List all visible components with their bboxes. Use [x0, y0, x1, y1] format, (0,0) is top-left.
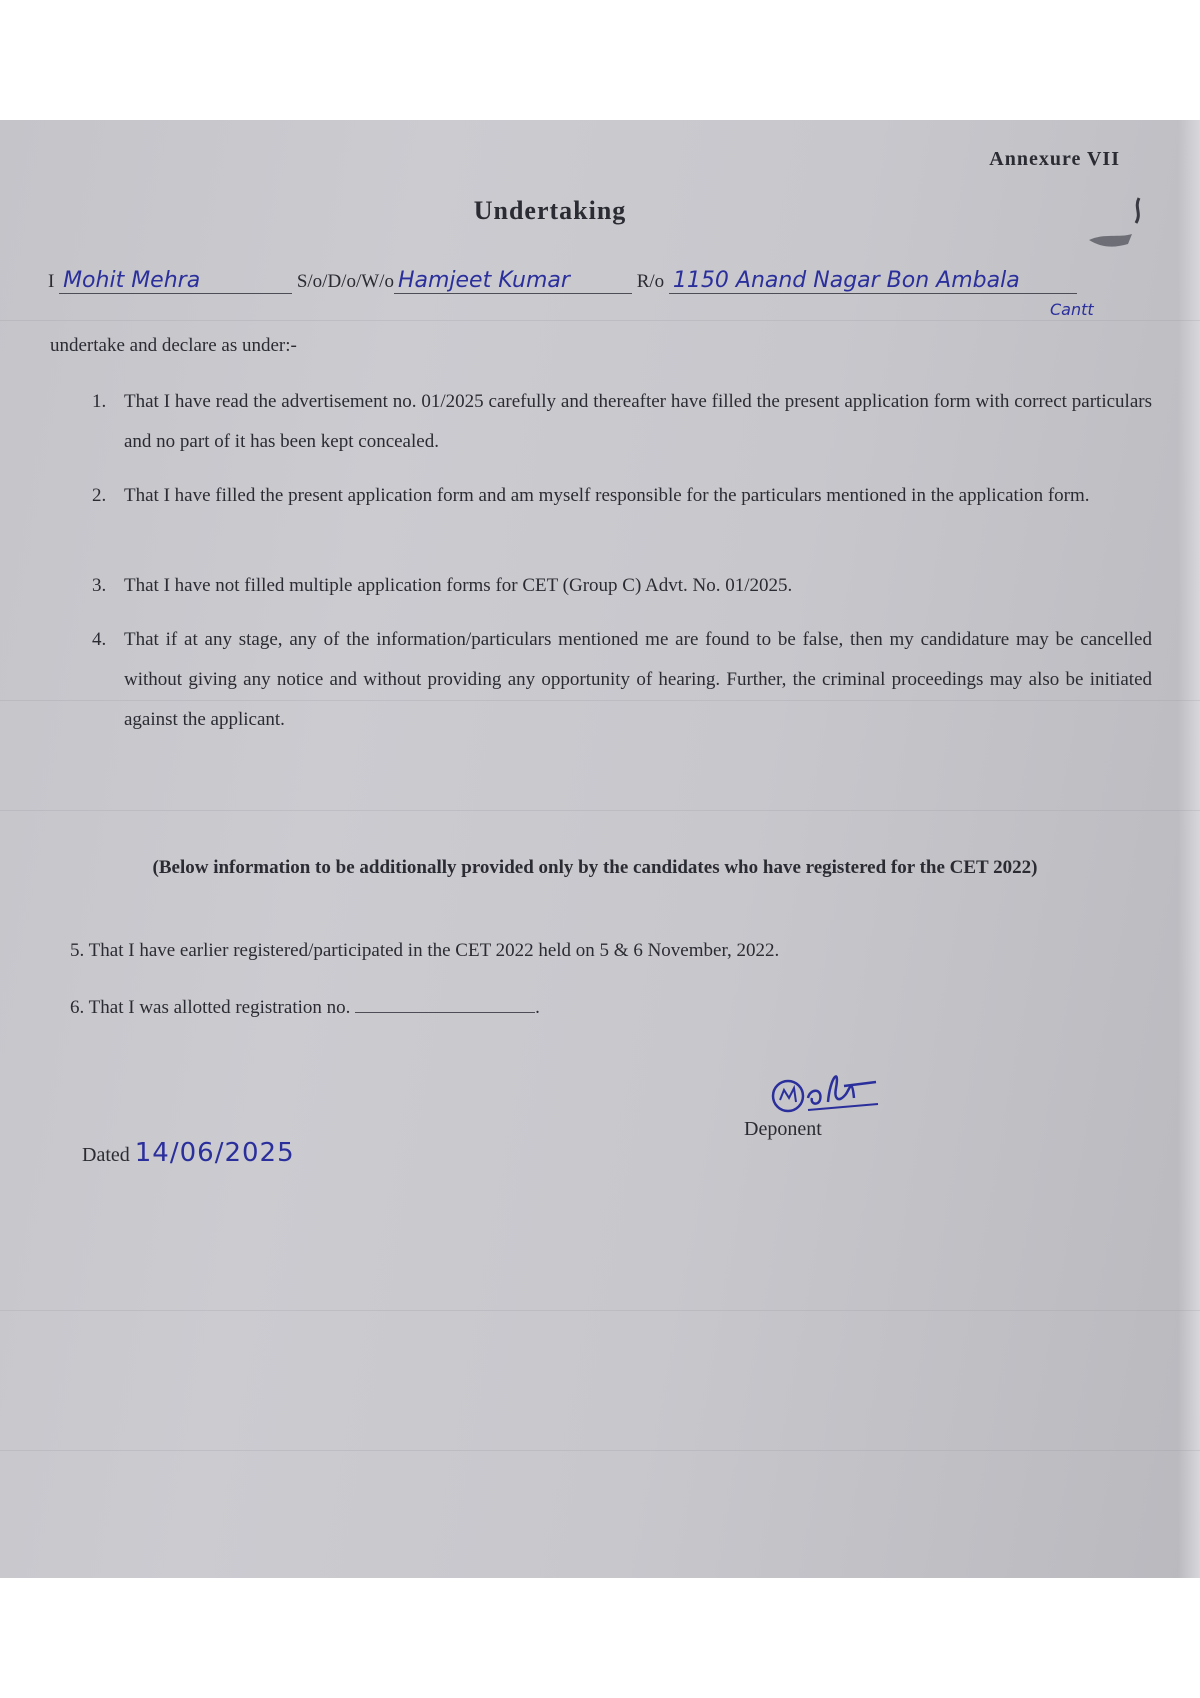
clause-text: That if at any stage, any of the information/particulars mentioned me are found to be false, then my candidature may be cancelled without giving any notice and without providing any opportunity of hearing. Further, the criminal proceedings may also be initiated against the applicant.: [124, 629, 1152, 730]
clause-text: That I have earlier registered/participated in the CET 2022 held on 5 & 6 November, 2022.: [88, 940, 780, 961]
additional-note: (Below information to be additionally provided only by the candidates who have registered for the CET 2022): [152, 857, 1038, 878]
clause-suffix: .: [535, 997, 540, 1018]
clause-text: That I was allotted registration no.: [88, 997, 351, 1018]
undertake-text: undertake and declare as under:-: [50, 335, 297, 356]
declaration-prefix: I: [48, 271, 55, 292]
address-field: [669, 268, 1077, 294]
annexure-label: Annexure VII: [989, 148, 1120, 170]
dated-label: Dated: [82, 1144, 130, 1166]
dated-line: [82, 1138, 295, 1168]
document-sheet: [0, 120, 1200, 1578]
clause-number: 4.: [92, 629, 107, 650]
relation-label: S/o/D/o/W/o: [296, 271, 394, 292]
paper-rule: [0, 320, 1200, 321]
clause-item: [92, 620, 1152, 740]
residence-label: R/o: [636, 271, 665, 292]
candidate-name: Mohit Mehra: [63, 268, 201, 293]
clause-number: 5.: [70, 940, 85, 961]
declaration-line: [48, 268, 1128, 294]
clause-text: That I have filled the present application form and am myself responsible for the particulars mentioned in the application form.: [124, 485, 1090, 506]
clause-item: [70, 994, 540, 1019]
parent-field: [394, 268, 632, 294]
signature-mark-icon: [768, 1058, 888, 1118]
address-line-2: Cantt: [1050, 300, 1094, 319]
clause-item: [92, 566, 1152, 606]
paper-rule: [0, 810, 1200, 811]
address-line-1: 1150 Anand Nagar Bon Ambala: [672, 268, 1020, 293]
date-value: 14/06/2025: [134, 1138, 295, 1168]
clause-number: 1.: [92, 391, 107, 412]
parent-name: Hamjeet Kumar: [397, 268, 570, 293]
clause-item: [92, 476, 1152, 516]
clause-item: [92, 382, 1152, 462]
paper-rule: [0, 1450, 1200, 1451]
clause-text: That I have read the advertisement no. 01/2025 carefully and thereafter have filled the present application form with correct particulars and no part of it has been kept concealed.: [124, 391, 1152, 452]
clause-text: That I have not filled multiple application forms for CET (Group C) Advt. No. 01/2025.: [124, 575, 793, 596]
name-field: [59, 268, 292, 294]
page-title: Undertaking: [473, 196, 627, 225]
clause-number: 3.: [92, 575, 107, 596]
deponent-label: Deponent: [744, 1118, 822, 1140]
registration-number-blank: [355, 994, 535, 1013]
paper-rule: [0, 1310, 1200, 1311]
clause-number: 2.: [92, 485, 107, 506]
clause-item: [70, 940, 779, 962]
clause-number: 6.: [70, 997, 85, 1018]
